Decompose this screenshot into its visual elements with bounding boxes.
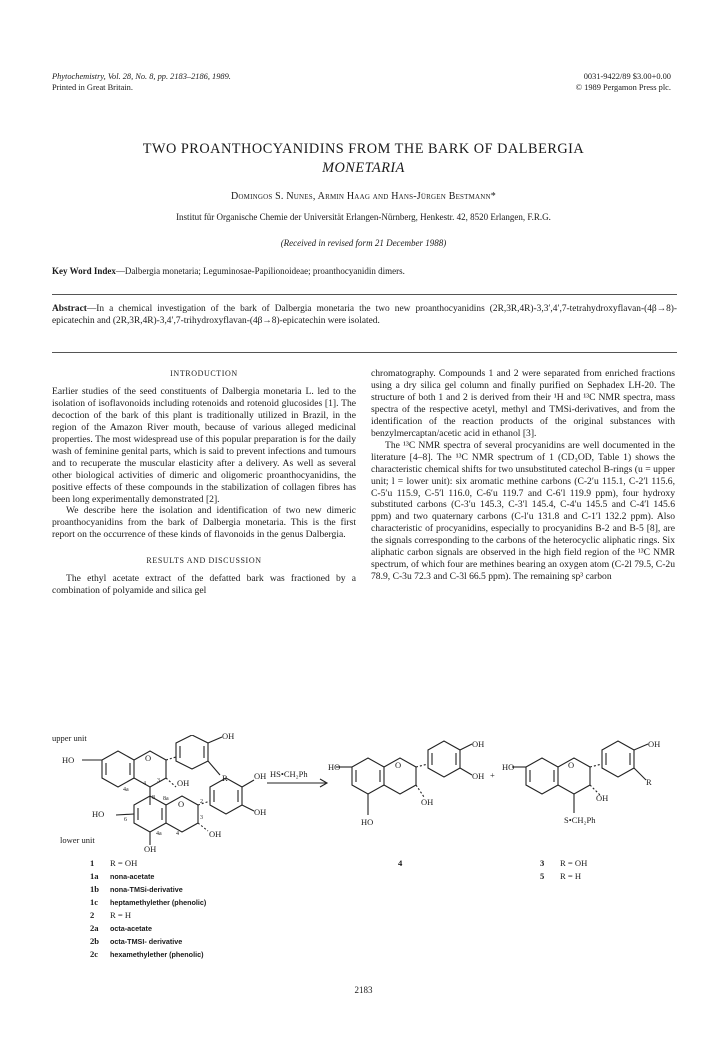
oh-label: OH [648, 739, 661, 749]
abstract [52, 303, 677, 327]
abstract-top-rule [52, 294, 677, 295]
keyword-text: —Dalbergia monetaria; Leguminosae-Papilionoideae; proanthocyanidin dimers. [115, 266, 405, 276]
legend-item: 3 R = OH [540, 858, 588, 868]
position-label: 3 [200, 815, 203, 821]
ho-label: HO [361, 817, 374, 827]
ring-o-label: O [568, 760, 575, 770]
right-column [371, 368, 675, 583]
received-date: (Received in revised form 21 December 1988) [280, 238, 447, 248]
r-label: R [646, 777, 652, 787]
lower-b-ring [210, 778, 242, 814]
compound4-a-ring [352, 758, 384, 794]
page-number: 2183 [354, 985, 373, 995]
compound-legend-right [540, 857, 587, 883]
upper-unit-label: upper unit [52, 733, 87, 743]
ho-label: HO [502, 762, 515, 772]
upper-b-ring [176, 735, 208, 769]
compound4-b-ring [428, 741, 460, 777]
ring-o-label: O [178, 799, 185, 809]
results-paragraph-1: The ethyl acetate extract of the defatted bark was fractioned by a combination of polyamide and silica gel [52, 573, 356, 597]
oh-label: OH [177, 778, 190, 788]
sch2ph-label: S•CH₂Ph [564, 815, 596, 825]
oh-label: OH [421, 797, 434, 807]
upper-a-ring [102, 751, 134, 787]
introduction-heading: INTRODUCTION [170, 369, 238, 378]
author-list: Domingos S. Nunes, Armin Haag and Hans-Jürgen Bestmann* [230, 191, 497, 202]
title-line-1: TWO PROANTHOCYANIDINS FROM THE BARK OF DALBERGIA [142, 141, 585, 157]
oh-label: OH [209, 829, 222, 839]
oh-label: OH [472, 771, 485, 781]
ho-label: HO [328, 762, 341, 772]
oh-label: OH [254, 771, 267, 781]
position-label: 4a [123, 787, 129, 793]
oh-label: OH [472, 739, 485, 749]
legend-item: 2a octa-acetate [90, 923, 152, 933]
compound-4-label: 4 [398, 858, 403, 868]
intro-paragraph-1: Earlier studies of the seed constituents of Dalbergia monetaria L. led to the isolation of isoflavonoids including rotenoids and rotenoid glucosides [1]. The decoction of the bark of this plant is traditionally utilized in Brazil, in the region of the Amazon River mouth, because of various alleged medicinal properties. The most widespread use of this popular preparation is for the daily wash of feminine genital parts, which is said to prevent infections and tumours and to recuperate the muscular elasticity after a delivery. As well as several other biological activities of dimeric and oligomeric proanthocyanidins, the positive effects of these compounds in the stabilization of collagen fibres has been long experimentally demonstrated [2]. [52, 385, 356, 505]
position-label: 4a [156, 831, 162, 837]
abstract-label: Abstract [52, 304, 87, 314]
keyword-label: Key Word Index [52, 266, 116, 276]
r-label: R [222, 773, 228, 783]
position-label: 8 [152, 795, 155, 801]
position-label: 4 [143, 781, 146, 787]
affiliation: Institut für Organische Chemie der Universität Erlangen-Nürnberg, Henkestr. 42, 8520 Erlangen, F.R.G. [176, 212, 551, 222]
abstract-bottom-rule [52, 352, 677, 353]
legend-item: 1 R = OH [90, 858, 138, 868]
ring-o-label: O [145, 753, 152, 763]
oh-label: OH [222, 731, 235, 741]
results-paragraph-1-cont: chromatography. Compounds 1 and 2 were separated from enriched fractions using a dry silica gel column and finally purified on Sephadex LH-20. The structure of both 1 and 2 is derived from their ¹H and ¹³C NMR spectra, mass spectra of the respective acetyl, methyl and TMSi-derivatives, and from the identification of the reaction products of the original substances with benzylmercaptan/acetic acid in ethanol [3]. [371, 368, 675, 439]
paper-title [40, 140, 687, 178]
oh-label: OH [596, 793, 609, 803]
legend-item: 5 R = H [540, 871, 582, 881]
oh-label: OH [144, 844, 157, 854]
keyword-index [52, 266, 405, 276]
results-heading: RESULTS AND DISCUSSION [146, 556, 262, 566]
ring-o-label: O [395, 760, 402, 770]
copyright: © 1989 Pergamon Press plc. [575, 82, 671, 92]
position-label: 8a [163, 796, 169, 802]
legend-item: 1c heptamethylether (phenolic) [90, 897, 207, 907]
legend-item: 1a nona-acetate [90, 871, 155, 881]
legend-item: 2c hexamethylether (phenolic) [90, 949, 204, 959]
compound3-a-ring [526, 758, 558, 794]
publisher-info [576, 72, 671, 93]
oh-label: OH [254, 807, 267, 817]
intro-paragraph-2: We describe here the isolation and identification of two new dimeric proanthocyanidins from the bark of Dalbergia monetaria. This is the first report on the occurrence of these kinds of flavonoids in the genus Dalbergia. [52, 505, 356, 541]
price-code: 0031-9422/89 $3.00+0.00 [583, 72, 671, 81]
results-paragraph-2: The ¹³C NMR spectra of several procyanidins are well documented in the literature [4–8]. The ¹³C NMR spectrum of 1 (CD₃OD, Table 1) shows the characteristic chemical shifts for two unsubstituted catechol B-rings (u = upper unit; l = lower unit): six aromatic methine carbons (C-2′u 115.1, C-2′l 115.6, C-5′u 115.9, C-5′l 116.0, C-6′u 119.7 and C-6′l 119.9 ppm), four hydroxy substituted carbons (C-3′u 145.3, C-3′l 145.4, C-4′u 145.5 and C-4′l 145.6 ppm) and two quaternary carbons (C-l′u 131.8 and C-1′l 132.2 ppm). Also characteristic of procyanidins, especially to procyanidins B-2 and B-5 [8], are the signals corresponding to the carbons of the heterocyclic aliphatic rings. Six aliphatic carbon signals are observed in the high field region of the ¹³C NMR spectrum, of which four are methines bearing an oxygen atom (C-2l 79.5, C-2u 78.9, C-3u 72.3 and C-3l 66.5 ppm). The remaining sp³ carbon [371, 439, 675, 583]
compound3-b-ring [602, 741, 634, 777]
journal-line: Phytochemistry, Vol. 28, No. 8, pp. 2183–2186, 1989. [52, 72, 231, 81]
reagent-label: HS•CH₂Ph [270, 769, 308, 779]
position-label: 2 [200, 799, 203, 805]
plus-sign: + [490, 770, 495, 780]
position-label: 6 [124, 817, 127, 823]
ho-label: HO [62, 755, 75, 765]
legend-item: 2 R = H [90, 910, 132, 920]
position-label: 4 [176, 831, 179, 837]
left-column [52, 368, 356, 597]
legend-item: 2b octa-TMSI- derivative [90, 936, 183, 946]
legend-item: 1b nona-TMSi-derivative [90, 884, 183, 894]
abstract-text: —In a chemical investigation of the bark of Dalbergia monetaria the two new proanthocyanidins (2R,3R,4R)-3,3′,4′,7-tetrahydroxyflavan-(4β→8)-epicatechin and (2R,3R,4R)-3,4′,7-trihydroxyflavan-(4β→8)-epicatechin were isolated. [52, 304, 677, 326]
compound-legend [90, 857, 206, 961]
journal-citation [52, 72, 231, 93]
ho-label: HO [92, 809, 105, 819]
printed-line: Printed in Great Britain. [52, 82, 133, 92]
position-label: 3 [157, 778, 160, 784]
lower-unit-label: lower unit [60, 835, 95, 845]
title-line-2: MONETARIA [322, 160, 405, 176]
